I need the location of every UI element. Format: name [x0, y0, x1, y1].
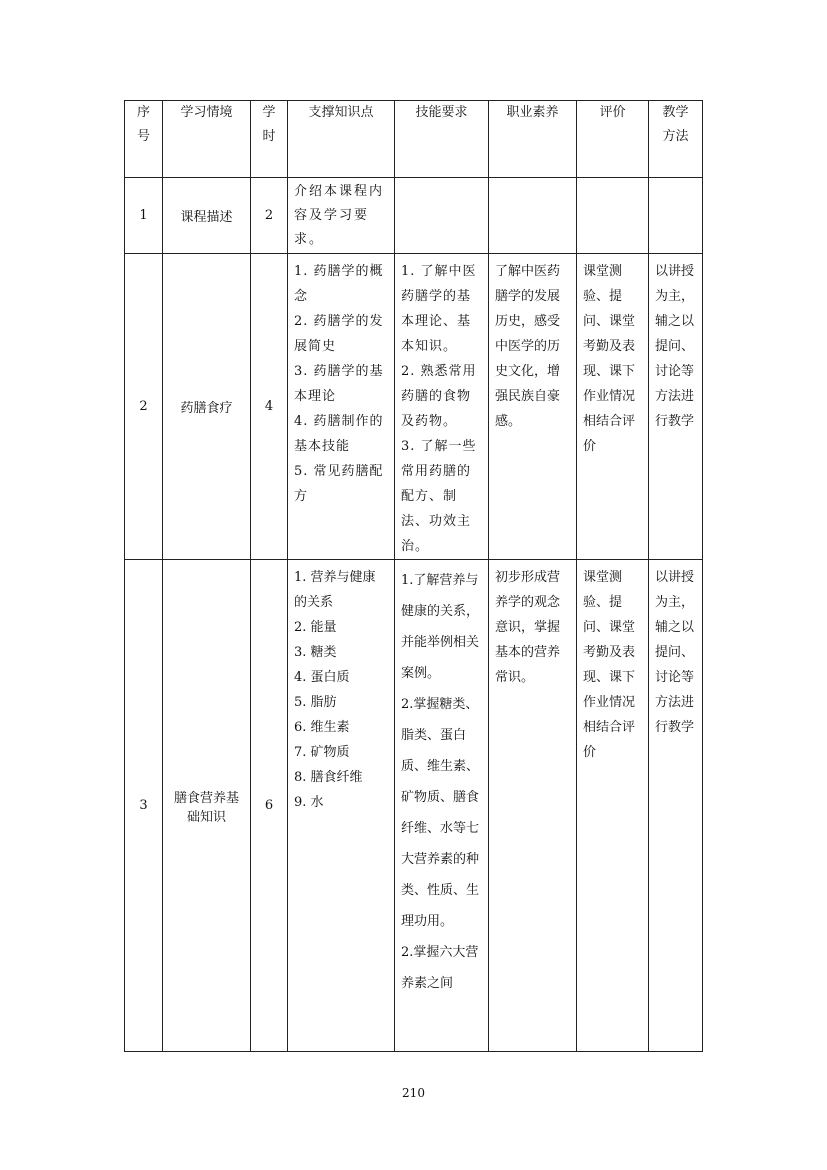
evaluation-text: 课堂测验、提问、课堂考勤及表现、课下作业情况相结合评价: [583, 570, 636, 760]
method-text: 以讲授为主，辅之以提问、讨论等方法进行教学: [655, 264, 695, 429]
knowledge-item: 9. 水: [294, 795, 324, 810]
skill-item: 1. 了解中医药膳学的基本理论、基本知识。: [401, 264, 477, 354]
knowledge-item: 2. 能量: [294, 620, 337, 635]
knowledge-item: 2. 药膳学的发展简史: [294, 314, 384, 354]
table-header-row: [125, 101, 703, 178]
row-literacy: [489, 560, 577, 1052]
row-evaluation: [577, 254, 649, 560]
row-skills: [395, 560, 489, 1052]
knowledge-item: 1. 营养与健康的关系: [294, 570, 376, 610]
row-scenario: 药膳食疗: [163, 254, 251, 560]
row-knowledge: [288, 178, 395, 254]
row-hours: 6: [251, 560, 288, 1052]
skill-item: 2. 熟悉常用药膳的食物及药物。: [401, 364, 477, 429]
knowledge-item: 8. 膳食纤维: [294, 770, 363, 785]
knowledge-item: 介绍本课程内容及学习要求。: [294, 184, 385, 247]
row-hours: 4: [251, 254, 288, 560]
header-hours: 学 时: [251, 101, 288, 178]
row-method: [649, 560, 703, 1052]
row-method: [649, 178, 703, 254]
knowledge-item: 4. 蛋白质: [294, 670, 350, 685]
skill-item: 3. 了解一些常用药膳的配方、制法、功效主治。: [401, 439, 477, 554]
row-skills: [395, 178, 489, 254]
knowledge-item: 5. 脂肪: [294, 695, 337, 710]
row-no: 3: [125, 560, 163, 1052]
method-text: 以讲授为主，辅之以提问、讨论等方法进行教学: [655, 570, 695, 735]
knowledge-item: 7. 矿物质: [294, 745, 350, 760]
skill-item: 1.了解营养与健康的关系，并能举例相关案例。: [401, 573, 480, 681]
header-scenario: 学习情境: [163, 101, 251, 178]
row-literacy: [489, 254, 577, 560]
skill-item: 2.掌握糖类、脂类、蛋白质、维生素、矿物质、膳食纤维、水等七大营养素的种类、性质、生理功用。: [401, 697, 480, 929]
row-skills: [395, 254, 489, 560]
row-no: 2: [125, 254, 163, 560]
header-evaluation: 评价: [577, 101, 649, 178]
row-knowledge: [288, 560, 395, 1052]
knowledge-item: 1. 药膳学的概念: [294, 264, 384, 304]
table-row: [125, 178, 703, 254]
header-no: 序 号: [125, 101, 163, 178]
row-literacy: [489, 178, 577, 254]
row-scenario: 课程描述: [163, 178, 251, 254]
row-method: [649, 254, 703, 560]
literacy-text: 了解中医药膳学的发展历史，感受中医学的历史文化，增强民族自豪感。: [495, 264, 561, 429]
literacy-text: 初步形成营养学的观念意识，掌握基本的营养常识。: [495, 570, 561, 685]
knowledge-item: 6. 维生素: [294, 720, 350, 735]
row-scenario: 膳食营养基础知识: [163, 560, 251, 1052]
header-skills: 技能要求: [395, 101, 489, 178]
skill-item: 2.掌握六大营养素之间: [401, 945, 479, 991]
course-table: [124, 100, 703, 1052]
knowledge-item: 4. 药膳制作的基本技能: [294, 414, 384, 454]
row-no: 1: [125, 178, 163, 254]
row-hours: 2: [251, 178, 288, 254]
evaluation-text: 课堂测验、提问、课堂考勤及表现、课下作业情况相结合评价: [583, 264, 636, 454]
header-method: 教学 方法: [649, 101, 703, 178]
header-knowledge: 支撑知识点: [288, 101, 395, 178]
row-evaluation: [577, 178, 649, 254]
knowledge-item: 3. 糖类: [294, 645, 337, 660]
table-row: [125, 254, 703, 560]
table-row: [125, 560, 703, 1052]
knowledge-item: 5. 常见药膳配方: [294, 464, 384, 504]
row-knowledge: [288, 254, 395, 560]
row-evaluation: [577, 560, 649, 1052]
header-literacy: 职业素养: [489, 101, 577, 178]
knowledge-item: 3. 药膳学的基本理论: [294, 364, 384, 404]
page-number: 210: [402, 1086, 425, 1100]
